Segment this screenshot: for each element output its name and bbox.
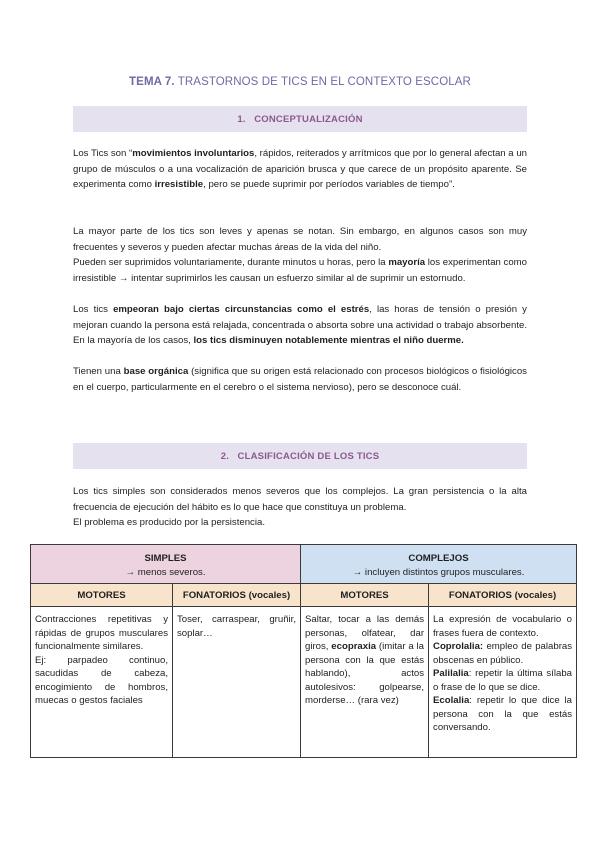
cell-simples-fonatorios: Toser, carraspear, gruñir, soplar… — [173, 607, 301, 758]
paragraph-definition: Los Tics son “movimientos involuntarios, rápidos, reiterados y arrítmicos que por lo general afectan a un grupo de músculos o a una vocalización de aparición brusca y que carece de un propósito aparente. Se experimenta como irresistible, pero se puede suprimir por períodos variables de tiempo”. — [73, 148, 527, 191]
cell-complejos-fonatorios: La expresión de vocabulario o frases fuera de contexto. Coprolalia: empleo de palabras obscenas en público. Palilalia: repetir la última sílaba o frase de lo que se dice. Ecolalia: repetir lo que dice la persona con la que estás conversando. — [429, 607, 577, 758]
header-simples: SIMPLES → menos severos. — [31, 545, 301, 584]
paragraph-organic-base: Tienen una base orgánica (significa que su origen está relacionado con procesos biológicos o fisiológicos en el cuerpo, particularmente en el cerebro o el sistema nervioso), pero se desconoce cuál. — [73, 366, 527, 393]
page-title: TEMA 7. TRASTORNOS DE TICS EN EL CONTEXTO ESCOLAR — [129, 76, 471, 88]
paragraph-classification: Los tics simples son considerados menos severos que los complejos. La gran persistencia o la alta frecuencia de ejecución del hábito es lo que hace que constituya un problema. El problema es producido por la persistencia. — [73, 486, 527, 529]
col-header-complejos-fonatorios: FONATORIOS (vocales) — [429, 584, 577, 607]
tics-classification-table — [30, 544, 577, 758]
col-header-complejos-motores: MOTORES — [301, 584, 429, 607]
header-complejos: COMPLEJOS → incluyen distintos grupos musculares. — [301, 545, 577, 584]
col-header-simples-motores: MOTORES — [31, 584, 173, 607]
cell-complejos-motores: Saltar, tocar a las demás personas, olfatear, dar giros, ecopraxia (imitar a la persona con la que estás hablando), actos autolesivos: golpearse, morderse… (rara vez) — [301, 607, 429, 758]
section-heading-clasificacion: 2. CLASIFICACIÓN DE LOS TICS — [73, 443, 527, 469]
col-header-simples-fonatorios: FONATORIOS (vocales) — [173, 584, 301, 607]
cell-simples-motores: Contracciones repetitivas y rápidas de grupos musculares funcionalmente similares. Ej: parpadeo continuo, sacudidas de cabeza, encogimiento de hombros, muecas o gestos faciales — [31, 607, 173, 758]
paragraph-severity: La mayor parte de los tics son leves y apenas se notan. Sin embargo, en algunos casos son muy frecuentes y severos y pueden afectar muchas áreas de la vida del niño. Pueden ser suprimidos voluntariamente, durante minutos u horas, pero la mayoría los experimentan como irresistible → intentar suprimirlos les causan un esfuerzo similar al de suprimir un estornudo. — [73, 226, 527, 284]
section-heading-conceptualizacion: 1. CONCEPTUALIZACIÓN — [73, 106, 527, 132]
paragraph-stress: Los tics empeoran bajo ciertas circunstancias como el estrés, las horas de tensión o presión y mejoran cuando la persona está relajada, concentrada o absorta sobre una actividad o trabajo absorbente. En la mayoría de los casos, los tics disminuyen notablemente mientras el niño duerme. — [73, 304, 527, 347]
